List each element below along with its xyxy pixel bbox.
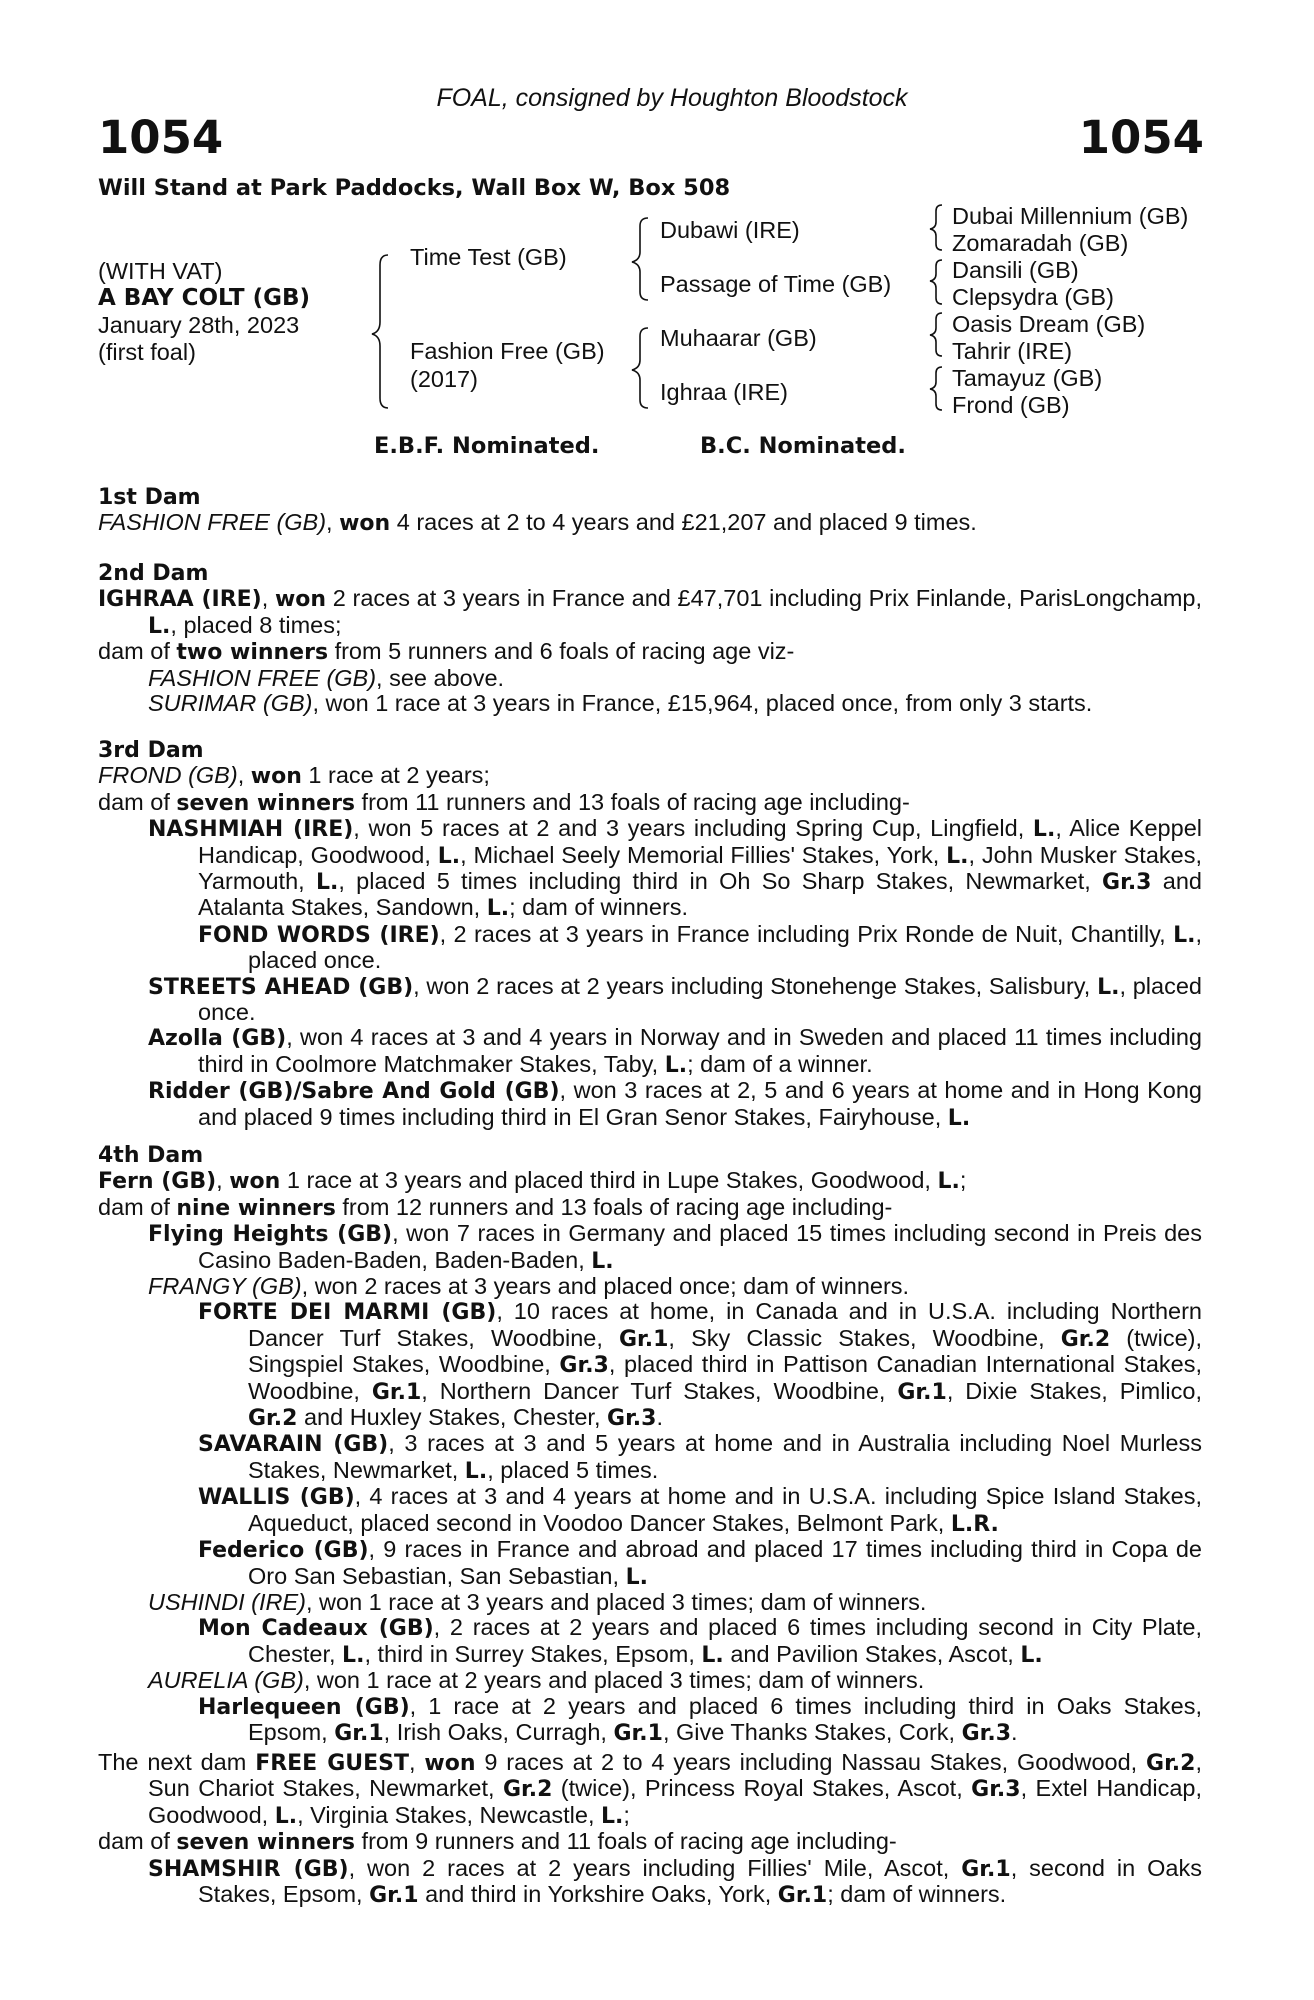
ddd-name: Frond (GB) [952,392,1070,418]
text: (twice), Princess Royal Stakes, Ascot, [552,1775,972,1802]
dam-record [98,1750,1202,1829]
horse-name: FROND (GB) [98,762,238,789]
dsd-name: Tahrir (IRE) [952,338,1073,364]
dss-name: Oasis Dream (GB) [952,311,1146,337]
text: , won 3 races at 2, 5 and 6 years at home and in Hong Kong and placed 9 times including third in El Gran Senor Stakes, Fairyhouse, [198,1077,1202,1130]
text: , Northern Dancer Turf Stakes, Woodbine, [421,1377,898,1404]
text: , see above. [376,664,505,691]
third-dam-section [98,738,1202,1131]
section-heading: 4th Dam [98,1143,204,1168]
text: and Atalanta Stakes, Sandown, [198,868,1202,921]
produce-entry [98,1694,1202,1747]
horse-name: USHINDI (IRE) [148,1588,306,1615]
text: , Give Thanks Stakes, Cork, [662,1718,962,1745]
text: ; dam of a winner. [687,1050,873,1077]
race-grade: Gr.1 [613,1720,663,1746]
text: , 2 races at 2 years and placed 6 times including second in City Plate, Chester, [248,1614,1203,1667]
produce-entry [98,1484,1202,1537]
produce-summary [98,639,1202,665]
produce-summary [98,1829,1202,1855]
race-grade: L.R. [950,1511,999,1537]
text: , Dixie Stakes, Pimlico, [946,1377,1202,1404]
dam-year: (2017) [410,366,478,392]
foaling-date: January 28th, 2023 [98,312,300,338]
text: ; dam of winners. [509,894,689,921]
text: , Sky Classic Stakes, Woodbine, [668,1324,1061,1351]
text: , placed third in Pattison Canadian International Stakes, Woodbine, [248,1351,1202,1404]
produce-entry [98,1299,1202,1431]
race-grade: L. [1097,974,1120,1000]
text: . [1011,1718,1018,1745]
text: , Michael Seely Memorial Fillies' Stakes, York, [460,841,947,868]
horse-name: SAVARAIN (GB) [198,1432,389,1458]
horse-name: A BAY COLT (GB) [98,285,311,311]
text: and Pavilion Stakes, Ascot, [723,1640,1021,1667]
text: . [656,1404,663,1431]
text: dam of [98,1828,177,1855]
text: ; dam of winners. [827,1881,1007,1908]
text: ; [959,1167,967,1194]
text: 1 race at 2 years; [301,762,490,789]
text: , won 1 race at 3 years and placed 3 times; dam of winners. [305,1588,927,1615]
horse-name: FRANGY (GB) [148,1273,302,1300]
race-grade: Gr.1 [371,1379,422,1405]
vat-note: (WITH VAT) [98,258,223,284]
first-dam-section [98,485,1202,537]
text: , Irish Oaks, Curragh, [383,1718,614,1745]
won-label: won [339,511,391,537]
race-grade: L. [437,843,461,869]
text: , won 1 race at 3 years in France, £15,964, placed once, from only 3 starts. [312,690,1093,717]
race-grade: Gr.2 [1146,1751,1196,1776]
text: dam of [98,638,177,665]
text: ; [623,1801,630,1828]
produce-entry [98,922,1202,974]
text: , 10 races at home, in Canada and in U.S.A. including Northern Dancer Turf Stakes, Woodbine, [248,1298,1202,1351]
horse-name: SHAMSHIR (GB) [148,1856,349,1882]
horse-name: Fern (GB) [98,1169,217,1195]
record-text: 4 races at 2 to 4 years and £21,207 and placed 9 times. [390,509,977,536]
produce-entry [98,1025,1202,1078]
fourth-dam-section [98,1143,1202,1746]
text: , 2 races at 3 years in France including Prix Ronde de Nuit, Chantilly, [439,920,1174,947]
text: from 5 runners and 6 foals of racing age viz- [328,638,795,665]
race-grade: L. [464,1458,488,1484]
text: , won 7 races in Germany and placed 15 times including second in Preis des Casino Baden-Baden, Baden-Baden, [198,1220,1202,1273]
horse-name: FASHION FREE (GB) [98,509,327,536]
text: , placed once. [198,972,1202,1026]
dam-record: FASHION FREE (GB), won 4 races at 2 to 4 years and £21,207 and placed 9 times. [98,509,977,537]
bc-nomination: B.C. Nominated. [700,433,906,459]
horse-name: FASHION FREE (GB) [148,664,377,691]
produce-entry [98,1537,1202,1590]
winner-count: seven winners [176,790,356,816]
race-grade: L. [315,870,339,896]
race-grade: L. [947,1105,971,1131]
text: , won 2 races at 2 years including Fillies' Mile, Ascot, [348,1854,962,1881]
race-grade: Gr.1 [369,1883,419,1909]
lot-number-left: 1054 [98,111,224,164]
text: and Huxley Stakes, Chester, [297,1404,608,1431]
produce-summary [98,1195,1202,1221]
ssd-name: Zomaradah (GB) [952,230,1129,256]
horse-name: FREE GUEST [255,1751,409,1776]
won-label: won [250,764,302,790]
record-text: 2 races at 3 years in France and £47,701 including Prix Finlande, ParisLongchamp, [326,585,1202,612]
text: , won 2 races at 2 years including Stonehenge Stakes, Salisbury, [413,972,1098,999]
separator: , [409,1749,425,1775]
race-grade: L. [148,613,171,639]
text: 9 races at 2 to 4 years including Nassau Stakes, Goodwood, [475,1749,1147,1775]
winner-count: two winners [176,640,329,666]
foal-note: (first foal) [98,339,196,365]
race-grade: Gr.2 [1060,1326,1111,1352]
text: , Virginia Stakes, Newcastle, [297,1801,602,1828]
text: , won 1 race at 2 years and placed 3 times; dam of winners. [303,1667,925,1694]
race-grade: Gr.3 [559,1353,609,1379]
stand-location: Will Stand at Park Paddocks, Wall Box W, Box 508 [98,175,731,201]
text: , third in Surrey Stakes, Epsom, [364,1640,702,1667]
produce-summary [98,790,1202,816]
text: , John Musker Stakes, Yarmouth, [198,841,1202,895]
next-dam-section [98,1750,1202,1908]
race-grade: L. [486,896,510,922]
text: , won 4 races at 3 and 4 years in Norway and in Sweden and placed 11 times including third in Coolmore Matchmaker Stakes, Taby, [198,1024,1203,1077]
horse-name: SURIMAR (GB) [148,690,313,717]
text: dam of [98,788,177,815]
text: The next dam [98,1749,256,1775]
text: and third in Yorkshire Oaks, York, [418,1881,778,1908]
record-text: , placed 8 times; [170,611,342,638]
text: , won 5 races at 2 and 3 years including Spring Cup, Lingfield, [353,815,1033,842]
text: , 1 race at 2 years and placed 6 times including third in Oaks Stakes, Epsom, [248,1692,1202,1745]
produce-entry [98,974,1202,1026]
race-grade: Gr.1 [618,1326,669,1352]
race-grade: Gr.1 [897,1379,947,1405]
race-grade: L. [342,1642,365,1668]
horse-name: STREETS AHEAD (GB) [148,974,414,1000]
sdd-name: Clepsydra (GB) [952,284,1114,310]
produce-entry [98,1590,1202,1615]
sss-name: Dubai Millennium (GB) [952,203,1189,229]
race-grade: L. [1032,817,1056,843]
section-heading: 3rd Dam [98,738,204,763]
separator: , [261,585,275,612]
winner-count: nine winners [176,1195,336,1221]
produce-entry [98,1431,1202,1484]
horse-name: IGHRAA (IRE) [98,587,262,613]
horse-name: Flying Heights (GB) [148,1222,393,1248]
produce-entry [98,1221,1202,1274]
produce-entry [98,1078,1202,1131]
race-grade: L. [601,1803,624,1829]
dam-name: Fashion Free (GB) [410,338,605,364]
section-heading: 1st Dam [98,485,201,510]
produce-entry [98,666,1202,691]
race-grade: Gr.1 [334,1720,384,1746]
race-grade: Gr.2 [248,1406,298,1432]
dam-record [98,586,1202,639]
sire-sire: Dubawi (IRE) [660,217,800,243]
horse-name: FORTE DEI MARMI (GB) [198,1300,497,1326]
horse-name: Ridder (GB)/Sabre And Gold (GB) [148,1079,560,1105]
dam-dam: Ighraa (IRE) [660,379,788,405]
horse-name: FOND WORDS (IRE) [198,922,440,948]
produce-entry [98,1615,1202,1668]
winner-count: seven winners [176,1830,356,1856]
race-grade: L. [625,1564,648,1590]
sire-dam: Passage of Time (GB) [660,271,892,297]
text: , placed once. [248,920,1202,974]
race-grade: Gr.3 [607,1406,657,1432]
race-grade: L. [701,1642,724,1668]
second-dam-section [98,561,1202,716]
race-grade: Gr.1 [777,1883,828,1909]
text: (twice), Singspiel Stakes, Woodbine, [248,1324,1202,1378]
horse-name: Mon Cadeaux (GB) [198,1616,434,1642]
lot-number-right: 1054 [1078,111,1204,164]
dam-sire: Muhaarar (GB) [660,325,817,351]
race-grade: L. [591,1248,614,1274]
text: , 4 races at 3 and 4 years at home and in U.S.A. including Spice Island Stakes, Aqueduct, placed second in Voodoo Dancer Stakes, Belmont Park, [248,1483,1202,1536]
text: dam of [98,1193,177,1220]
horse-name: WALLIS (GB) [198,1485,355,1511]
dam-record [98,763,1202,789]
won-label: won [229,1169,281,1195]
race-grade: Gr.3 [1102,870,1152,896]
won-label: won [274,587,327,613]
race-grade: Gr.1 [961,1856,1011,1882]
sire-name: Time Test (GB) [410,244,567,270]
text: , placed 5 times. [487,1456,659,1483]
horse-name: AURELIA (GB) [148,1667,304,1694]
horse-name: Harlequeen (GB) [198,1694,410,1720]
race-grade: L. [946,843,969,869]
text: , 9 races in France and abroad and placed 17 times including third in Copa de Oro San Sebastian, San Sebastian, [248,1536,1202,1589]
text: , 3 races at 3 and 5 years at home and in Australia including Noel Murless Stakes, Newmarket, [248,1430,1202,1483]
text: , second in Oaks Stakes, Epsom, [198,1854,1202,1908]
separator: , [237,762,251,789]
text: , Sun Chariot Stakes, Newmarket, [148,1749,1202,1802]
section-heading: 2nd Dam [98,561,209,586]
ebf-nomination: E.B.F. Nominated. [374,433,600,459]
text: , won 2 races at 3 years and placed once; dam of winners. [301,1273,910,1300]
text: , Extel Handicap, Goodwood, [148,1775,1203,1828]
separator: , [216,1167,230,1194]
horse-name: Azolla (GB) [148,1026,287,1052]
race-grade: L. [664,1052,688,1078]
text: , Alice Keppel Handicap, Goodwood, [198,815,1202,868]
text: , placed 5 times including third in Oh So Sharp Stakes, Newmarket, [338,868,1103,895]
race-grade: L. [274,1803,298,1829]
race-grade: L. [937,1169,960,1195]
produce-entry [98,816,1202,922]
dam-record [98,1168,1202,1194]
produce-entry [98,1856,1202,1909]
horse-name: Federico (GB) [198,1538,369,1564]
race-grade: Gr.3 [961,1720,1012,1746]
sds-name: Dansili (GB) [952,257,1079,283]
text: from 12 runners and 13 foals of racing age including- [335,1193,893,1220]
race-grade: Gr.2 [502,1777,553,1803]
produce-entry [98,1668,1202,1693]
dds-name: Tamayuz (GB) [952,365,1103,391]
race-grade: L. [1020,1642,1043,1668]
won-label: won [424,1751,476,1776]
produce-entry [98,691,1202,716]
text: from 11 runners and 13 foals of racing age including- [355,788,910,815]
horse-name: NASHMIAH (IRE) [148,817,354,843]
text: 1 race at 3 years and placed third in Lupe Stakes, Goodwood, [280,1167,938,1194]
horse-info [98,258,310,366]
race-grade: Gr.3 [971,1777,1021,1803]
produce-entry [98,1274,1202,1299]
consignor-line: FOAL, consigned by Houghton Bloodstock [436,84,908,112]
text: from 9 runners and 11 foals of racing age including- [355,1828,897,1855]
race-grade: L. [1173,922,1196,948]
